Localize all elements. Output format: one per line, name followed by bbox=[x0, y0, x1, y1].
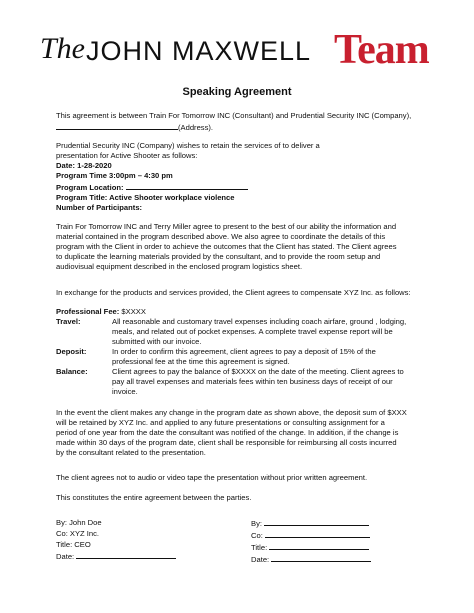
consultant-company-label: Co: bbox=[251, 531, 263, 540]
intro-line-1: This agreement is between Train For Tomorrow INC (Consultant) and Prudential Security INC (Company), bbox=[56, 111, 412, 120]
program-time: Program Time 3:00pm – 4:30 pm bbox=[56, 171, 173, 180]
page-title: Speaking Agreement bbox=[182, 86, 292, 98]
fee-label: Professional Fee: bbox=[56, 307, 120, 316]
agree-line-4: to duplicate the learning materials provided by the consultant, and to provide the room setup and bbox=[56, 252, 381, 261]
number-of-participants: Number of Participants: bbox=[56, 203, 143, 212]
balance-line-3: invoice. bbox=[112, 387, 138, 396]
client-date bbox=[56, 550, 226, 562]
balance-label: Balance: bbox=[56, 367, 88, 376]
logo-john-maxwell: JOHN MAXWELL bbox=[86, 36, 312, 66]
consultant-by-blank bbox=[264, 517, 369, 526]
client-date-blank bbox=[76, 550, 176, 559]
consultant-signature-block bbox=[251, 517, 441, 565]
intro-paragraph bbox=[56, 111, 436, 133]
agree-line-5: audiovisual equipment described in the enclosed program logistics sheet. bbox=[56, 262, 303, 271]
fee-value: $XXXX bbox=[119, 307, 146, 316]
deposit-line-1: In order to confirm this agreement, client agrees to pay a deposit of 15% of the bbox=[112, 347, 376, 356]
agree-line-3: program with the Client in order to achieve the outcomes that the Client has stated. The Client agrees bbox=[56, 242, 397, 251]
change-line-1: In the event the client makes any change in the program date as shown above, the deposit sum of $XXX bbox=[56, 408, 407, 417]
travel-term bbox=[56, 317, 440, 347]
change-line-4: made within 30 days of the program date, client shall be responsible for reimbursing all costs incurred bbox=[56, 438, 397, 447]
consultant-date bbox=[251, 553, 441, 565]
deposit-term bbox=[56, 347, 440, 367]
consultant-company-blank bbox=[265, 529, 370, 538]
consultant-company bbox=[251, 529, 441, 541]
client-title: Title: CEO bbox=[56, 540, 91, 549]
agree-line-1: Train For Tomorrow INC and Terry Miller agree to present to the best of our ability the information and bbox=[56, 222, 397, 231]
client-by: By: John Doe bbox=[56, 518, 102, 527]
john-maxwell-team-logo bbox=[40, 24, 440, 73]
consultant-by bbox=[251, 517, 441, 529]
travel-line-3: submitted with our invoice. bbox=[112, 337, 202, 346]
agreement-paragraph bbox=[56, 222, 436, 272]
travel-line-1: All reasonable and customary travel expenses including coach airfare, ground , lodging, bbox=[112, 317, 407, 326]
program-location-label: Program Location: bbox=[56, 183, 124, 192]
program-date: Date: 1-28-2020 bbox=[56, 161, 112, 170]
program-title: Program Title: Active Shooter workplace violence bbox=[56, 193, 235, 202]
change-line-2: will be retained by XYZ Inc. and applied to any future presentations or consulting assignment for a bbox=[56, 418, 385, 427]
program-location-blank bbox=[126, 181, 248, 190]
client-date-label: Date: bbox=[56, 552, 75, 561]
travel-label: Travel: bbox=[56, 317, 81, 326]
change-line-3: period of one year from the date the consultant was notified of the change. In addition, if the change is bbox=[56, 428, 399, 437]
client-company: Co: XYZ Inc. bbox=[56, 529, 100, 538]
request-line-2: presentation for Active Shooter as follows: bbox=[56, 151, 198, 160]
balance-line-2: pay all travel expenses and materials fees within ten business days of receipt of our bbox=[112, 377, 393, 386]
balance-line-1: Client agrees to pay the balance of $XXXX on the date of the meeting. Client agrees to bbox=[112, 367, 404, 376]
professional-fee bbox=[56, 307, 436, 317]
consultant-date-blank bbox=[271, 553, 371, 562]
consultant-by-label: By: bbox=[251, 519, 262, 528]
agree-line-2: material contained in the program described above. We also agree to coordinate the details of this bbox=[56, 232, 386, 241]
deposit-label: Deposit: bbox=[56, 347, 87, 356]
consultant-title bbox=[251, 541, 441, 553]
change-line-5: by the consultant related to the presentation. bbox=[56, 448, 206, 457]
travel-line-2: meals, and related out of pocket expenses. A complete travel expense report will be bbox=[112, 327, 393, 336]
balance-term bbox=[56, 367, 440, 397]
deposit-line-2: professional fee at the time this agreement is signed. bbox=[112, 357, 290, 366]
client-signature-block bbox=[56, 517, 226, 562]
change-paragraph bbox=[56, 408, 436, 458]
consultant-title-label: Title: bbox=[251, 543, 268, 552]
entire-agreement-clause: This constitutes the entire agreement between the parties. bbox=[56, 493, 252, 502]
no-tape-clause: The client agrees not to audio or video tape the presentation without prior written agreement. bbox=[56, 473, 368, 482]
logo-the: The bbox=[40, 32, 85, 65]
request-line-1: Prudential Security INC (Company) wishes to retain the services of to deliver a bbox=[56, 141, 320, 150]
exchange-line: In exchange for the products and services provided, the Client agrees to compensate XYZ Inc. as follows: bbox=[56, 288, 411, 297]
request-paragraph bbox=[56, 141, 436, 213]
address-blank bbox=[56, 121, 178, 130]
consultant-title-blank bbox=[269, 541, 369, 550]
address-suffix: (Address). bbox=[178, 123, 214, 132]
consultant-date-label: Date: bbox=[251, 555, 270, 564]
program-location bbox=[56, 181, 436, 193]
logo-team: Team bbox=[334, 27, 429, 73]
intro-line-2 bbox=[56, 121, 436, 133]
